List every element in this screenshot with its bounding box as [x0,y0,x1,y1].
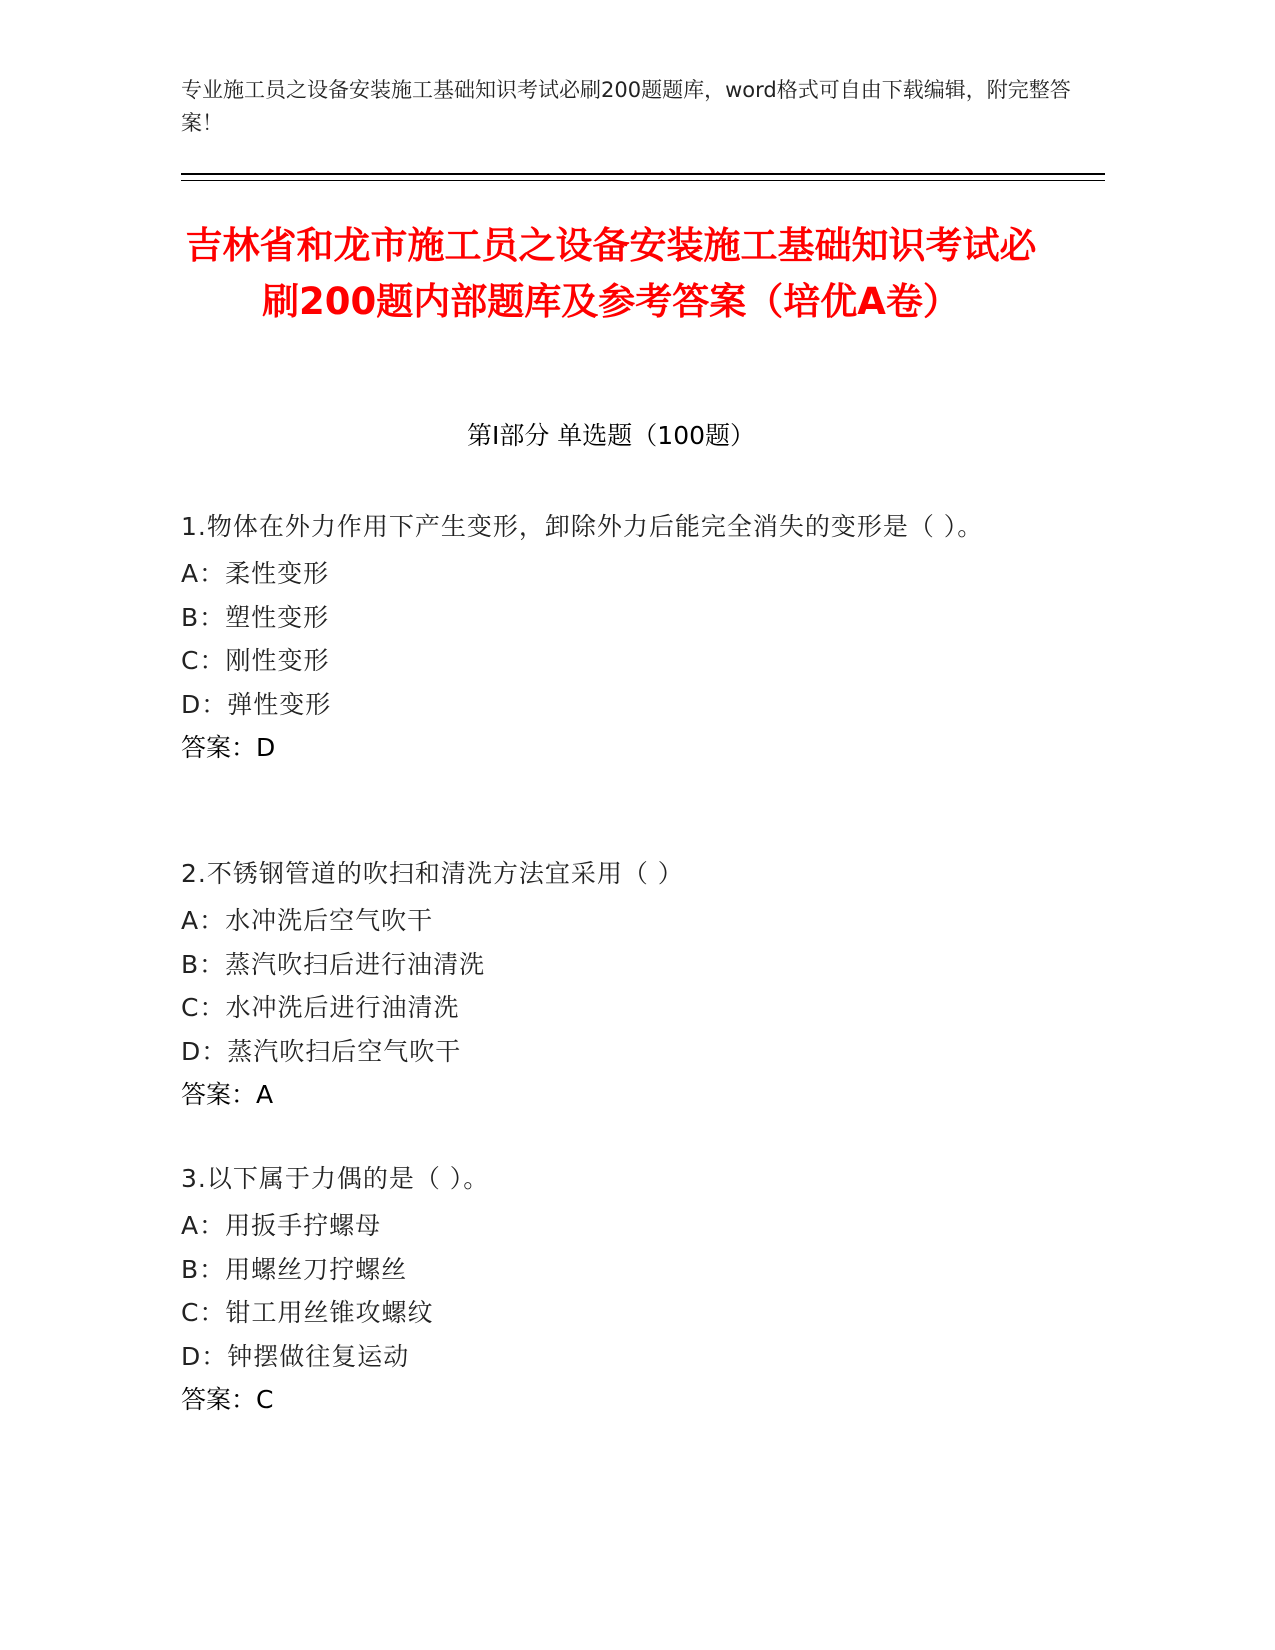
option-b: B：用螺丝刀拧螺丝 [181,1254,408,1284]
question-2 [181,849,1061,1117]
header-note: 专业施工员之设备安装施工基础知识考试必刷200题题库，word格式可自由下载编辑，附完整答案！ [181,78,1071,135]
answer-line: 答案：D [181,733,276,762]
option-a: A：柔性变形 [181,559,330,588]
question-stem: 1.物体在外力作用下产生变形，卸除外力后能完全消失的变形是（ ）。 [181,512,984,541]
option-c: C：刚性变形 [181,646,330,675]
document-title: 吉林省和龙市施工员之设备安装施工基础知识考试必刷200题内部题库及参考答案（培优A卷） [185,224,1037,323]
option-d: D：弹性变形 [181,689,332,719]
option-c: C：水冲洗后进行油清洗 [181,993,460,1022]
answer-line: 答案：C [181,1385,274,1414]
option-c: C：钳工用丝锥攻螺纹 [181,1298,434,1327]
answer-line: 答案：A [181,1080,274,1109]
option-b: B：蒸汽吹扫后进行油清洗 [181,949,486,979]
header-rule-thin [181,180,1105,181]
option-d: D：钟摆做往复运动 [181,1341,410,1371]
option-a: A：水冲洗后空气吹干 [181,906,434,935]
question-stem: 3.以下属于力偶的是（ ）。 [181,1164,490,1193]
header-rule-thick [181,173,1105,175]
option-b: B：塑性变形 [181,602,330,632]
question-3 [181,1154,1061,1422]
question-stem: 2.不锈钢管道的吹扫和清洗方法宜采用（ ） [181,859,684,888]
option-a: A：用扳手拧螺母 [181,1211,382,1240]
section-heading: 第I部分 单选题（100题） [466,421,756,450]
option-d: D：蒸汽吹扫后空气吹干 [181,1036,462,1066]
question-1 [181,502,1061,770]
